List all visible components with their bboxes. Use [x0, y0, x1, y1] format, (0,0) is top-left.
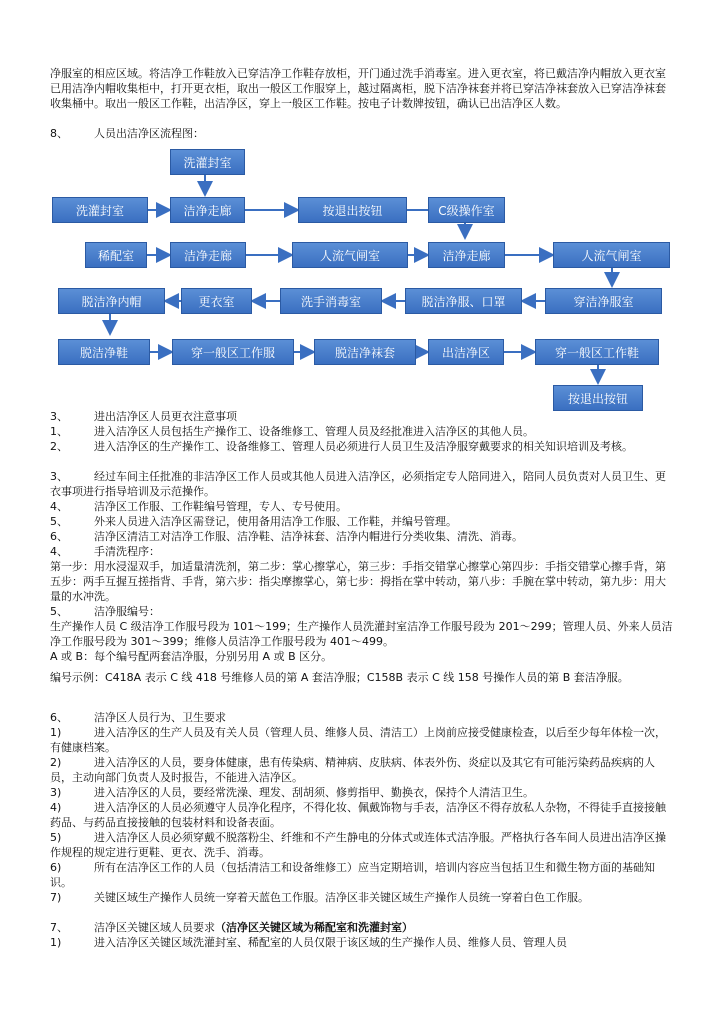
key-area-item [50, 935, 675, 950]
flow-box: 脱洁净服、口罩 [405, 288, 522, 314]
note-item [50, 424, 675, 439]
rule-item [50, 755, 675, 785]
item-number: 6、 [50, 530, 68, 543]
item-text: 进入洁净区的生产操作工、设备维修工、管理人员必须进行人员卫生及洁净服穿戴要求的相关知识培训及考核。 [94, 440, 633, 453]
section-title: 人员出洁净区流程图： [94, 127, 204, 140]
item-text: 进入洁净区的生产人员及有关人员（管理人员、维修人员、清洁工）上岗前应接受健康检查，以后至少每年体检一次，有健康档案。 [50, 726, 666, 754]
flow-box: 出洁净区 [428, 339, 504, 365]
section-7-heading [50, 920, 675, 935]
section-number: 3、 [50, 410, 68, 423]
flow-box: 穿一般区工作服 [172, 339, 294, 365]
section-title: 手清洗程序： [94, 545, 160, 558]
section-number: 4、 [50, 545, 68, 558]
item-text: 进入洁净区人员包括生产操作工、设备维修工、管理人员及经批准进入洁净区的其他人员。 [94, 425, 534, 438]
flow-box: 穿一般区工作鞋 [535, 339, 659, 365]
flow-box: C级操作室 [428, 197, 505, 223]
section-6-heading [50, 710, 675, 725]
section-number: 6、 [50, 711, 68, 724]
note-item [50, 499, 675, 514]
section-title: 洁净服编号： [94, 605, 160, 618]
note-item [50, 439, 675, 454]
intro-paragraph: 净服室的相应区域。将洁净工作鞋放入已穿洁净工作鞋存放柜，开门通过洗手消毒室。进入更衣室，将已戴洁净内帽放入更衣室已用洁净内帽收集柜中，打开更衣柜，取出一般区工作服穿上，越过隔离柜，脱下洁净袜套并将已穿洁净袜套放入已穿洁净袜套收集桶中。取出一般区工作鞋，出洁净区，穿上一般区工作鞋。按电子计数牌按钮，确认已出洁净区人数。 [50, 67, 666, 110]
item-number: 6) [50, 861, 62, 874]
code-ranges: 生产操作人员 C 级洁净工作服号段为 101～199；生产操作人员洗灌封室洁净工作服号段为 201～299；管理人员、外来人员洁净工作服号段为 301～399；维修人员洁净工作服号段为 401～499。 [50, 620, 673, 648]
item-number: 2) [50, 756, 62, 769]
item-text: 进入洁净区的人员，要身体健康，患有传染病、精神病、皮肤病、体表外伤、炎症以及其它有可能污染药品疾病的人员，主动向部门负责人及时报告，不能进入洁净区。 [50, 756, 655, 784]
section-3-heading [50, 409, 675, 424]
flow-box: 洗手消毒室 [280, 288, 382, 314]
flow-box: 洗灌封室 [52, 197, 148, 223]
flow-box: 洁净走廊 [170, 197, 245, 223]
rule-item [50, 830, 675, 860]
flow-box: 人流气闸室 [553, 242, 670, 268]
section-title: 洁净区人员行为、卫生要求 [94, 711, 226, 724]
flow-box: 人流气闸室 [292, 242, 408, 268]
section-title: 进出洁净区人员更衣注意事项 [94, 410, 237, 423]
note-item [50, 529, 675, 544]
item-number: 5、 [50, 515, 68, 528]
item-number: 2、 [50, 440, 68, 453]
rule-item [50, 785, 675, 800]
code-example: 编号示例：C418A 表示 C 线 418 号维修人员的第 A 套洁净服；C158B 表示 C 线 158 号操作人员的第 B 套洁净服。 [50, 671, 629, 684]
section-number: 8、 [50, 127, 68, 140]
flow-box: 洗灌封室 [170, 149, 245, 175]
flow-box: 洁净走廊 [170, 242, 246, 268]
item-number: 1、 [50, 425, 68, 438]
item-number: 1) [50, 726, 62, 739]
item-number: 3、 [50, 470, 68, 483]
flow-box: 按退出按钮 [298, 197, 407, 223]
item-number: 4) [50, 801, 62, 814]
item-number: 1) [50, 936, 62, 949]
item-text: 洁净区清洁工对洁净工作服、洁净鞋、洁净袜套、洁净内帽进行分类收集、清洗、消毒。 [94, 530, 523, 543]
note-item [50, 514, 675, 529]
item-number: 7) [50, 891, 62, 904]
rule-item [50, 725, 675, 755]
item-number: 5) [50, 831, 62, 844]
code-ab: A 或 B：每个编号配两套洁净服，分别另用 A 或 B 区分。 [50, 650, 333, 663]
section-number: 7、 [50, 921, 68, 934]
item-text: 洁净区工作服、工作鞋编号管理，专人、专号使用。 [94, 500, 347, 513]
flow-box: 稀配室 [85, 242, 147, 268]
flow-box: 脱洁净袜套 [314, 339, 416, 365]
flow-box: 按退出按钮 [553, 385, 643, 411]
flow-box: 更衣室 [181, 288, 252, 314]
item-text: 关键区域生产操作人员统一穿着天蓝色工作服。洁净区非关键区域生产操作人员统一穿着白色工作服。 [94, 891, 589, 904]
item-text: 所有在洁净区工作的人员（包括清洁工和设备维修工）应当定期培训，培训内容应当包括卫生和微生物方面的基础知识。 [50, 861, 655, 889]
item-text: 进入洁净区人员必须穿戴不脱落粉尘、纤维和不产生静电的分体式或连体式洁净服。严格执行各车间人员进出洁净区操作规程的规定进行更鞋、更衣、洗手、消毒。 [50, 831, 666, 859]
item-text: 外来人员进入洁净区需登记，使用备用洁净工作服、工作鞋，并编号管理。 [94, 515, 457, 528]
section-number: 5、 [50, 605, 68, 618]
item-text: 进入洁净区关键区域洗灌封室、稀配室的人员仅限于该区域的生产操作人员、维修人员、管理人员 [94, 936, 567, 949]
flow-box: 洁净走廊 [428, 242, 505, 268]
section-4-heading [50, 544, 675, 559]
rule-item [50, 890, 675, 905]
flow-box: 脱洁净鞋 [58, 339, 150, 365]
note-item [50, 469, 675, 499]
hand-wash-steps: 第一步：用水浸湿双手，加适量清洗剂，第二步：掌心擦掌心，第三步：手指交错掌心擦掌心第四步：手指交错掌心擦手背，第五步：两手互握互搓指背、手背，第六步：指尖摩擦掌心，第七步：拇指在掌中转动，第八步：手腕在掌中转动，第九步：用大量的水冲洗。 [50, 560, 666, 603]
item-number: 4、 [50, 500, 68, 513]
item-number: 3) [50, 786, 62, 799]
section-title: 洁净区关键区域人员要求 [94, 921, 215, 934]
rule-item [50, 800, 675, 830]
item-text: 进入洁净区的人员，要经常洗澡、理发、刮胡须、修剪指甲、勤换衣，保持个人清洁卫生。 [94, 786, 534, 799]
flow-box: 脱洁净内帽 [58, 288, 165, 314]
flow-box: 穿洁净服室 [545, 288, 662, 314]
rule-item [50, 860, 675, 890]
item-text: 经过车间主任批准的非洁净区工作人员或其他人员进入洁净区，必须指定专人陪同进入，陪同人员负责对人员卫生、更衣事项进行指导培训及示范操作。 [50, 470, 666, 498]
section-title-note: （洁净区关键区域为稀配室和洗灌封室） [215, 921, 413, 934]
item-text: 进入洁净区的人员必须遵守人员净化程序，不得化妆、佩戴饰物与手表，洁净区不得存放私人杂物，不得徒手直接接触药品、与药品直接接触的包装材料和设备表面。 [50, 801, 666, 829]
section-5-heading [50, 604, 675, 619]
